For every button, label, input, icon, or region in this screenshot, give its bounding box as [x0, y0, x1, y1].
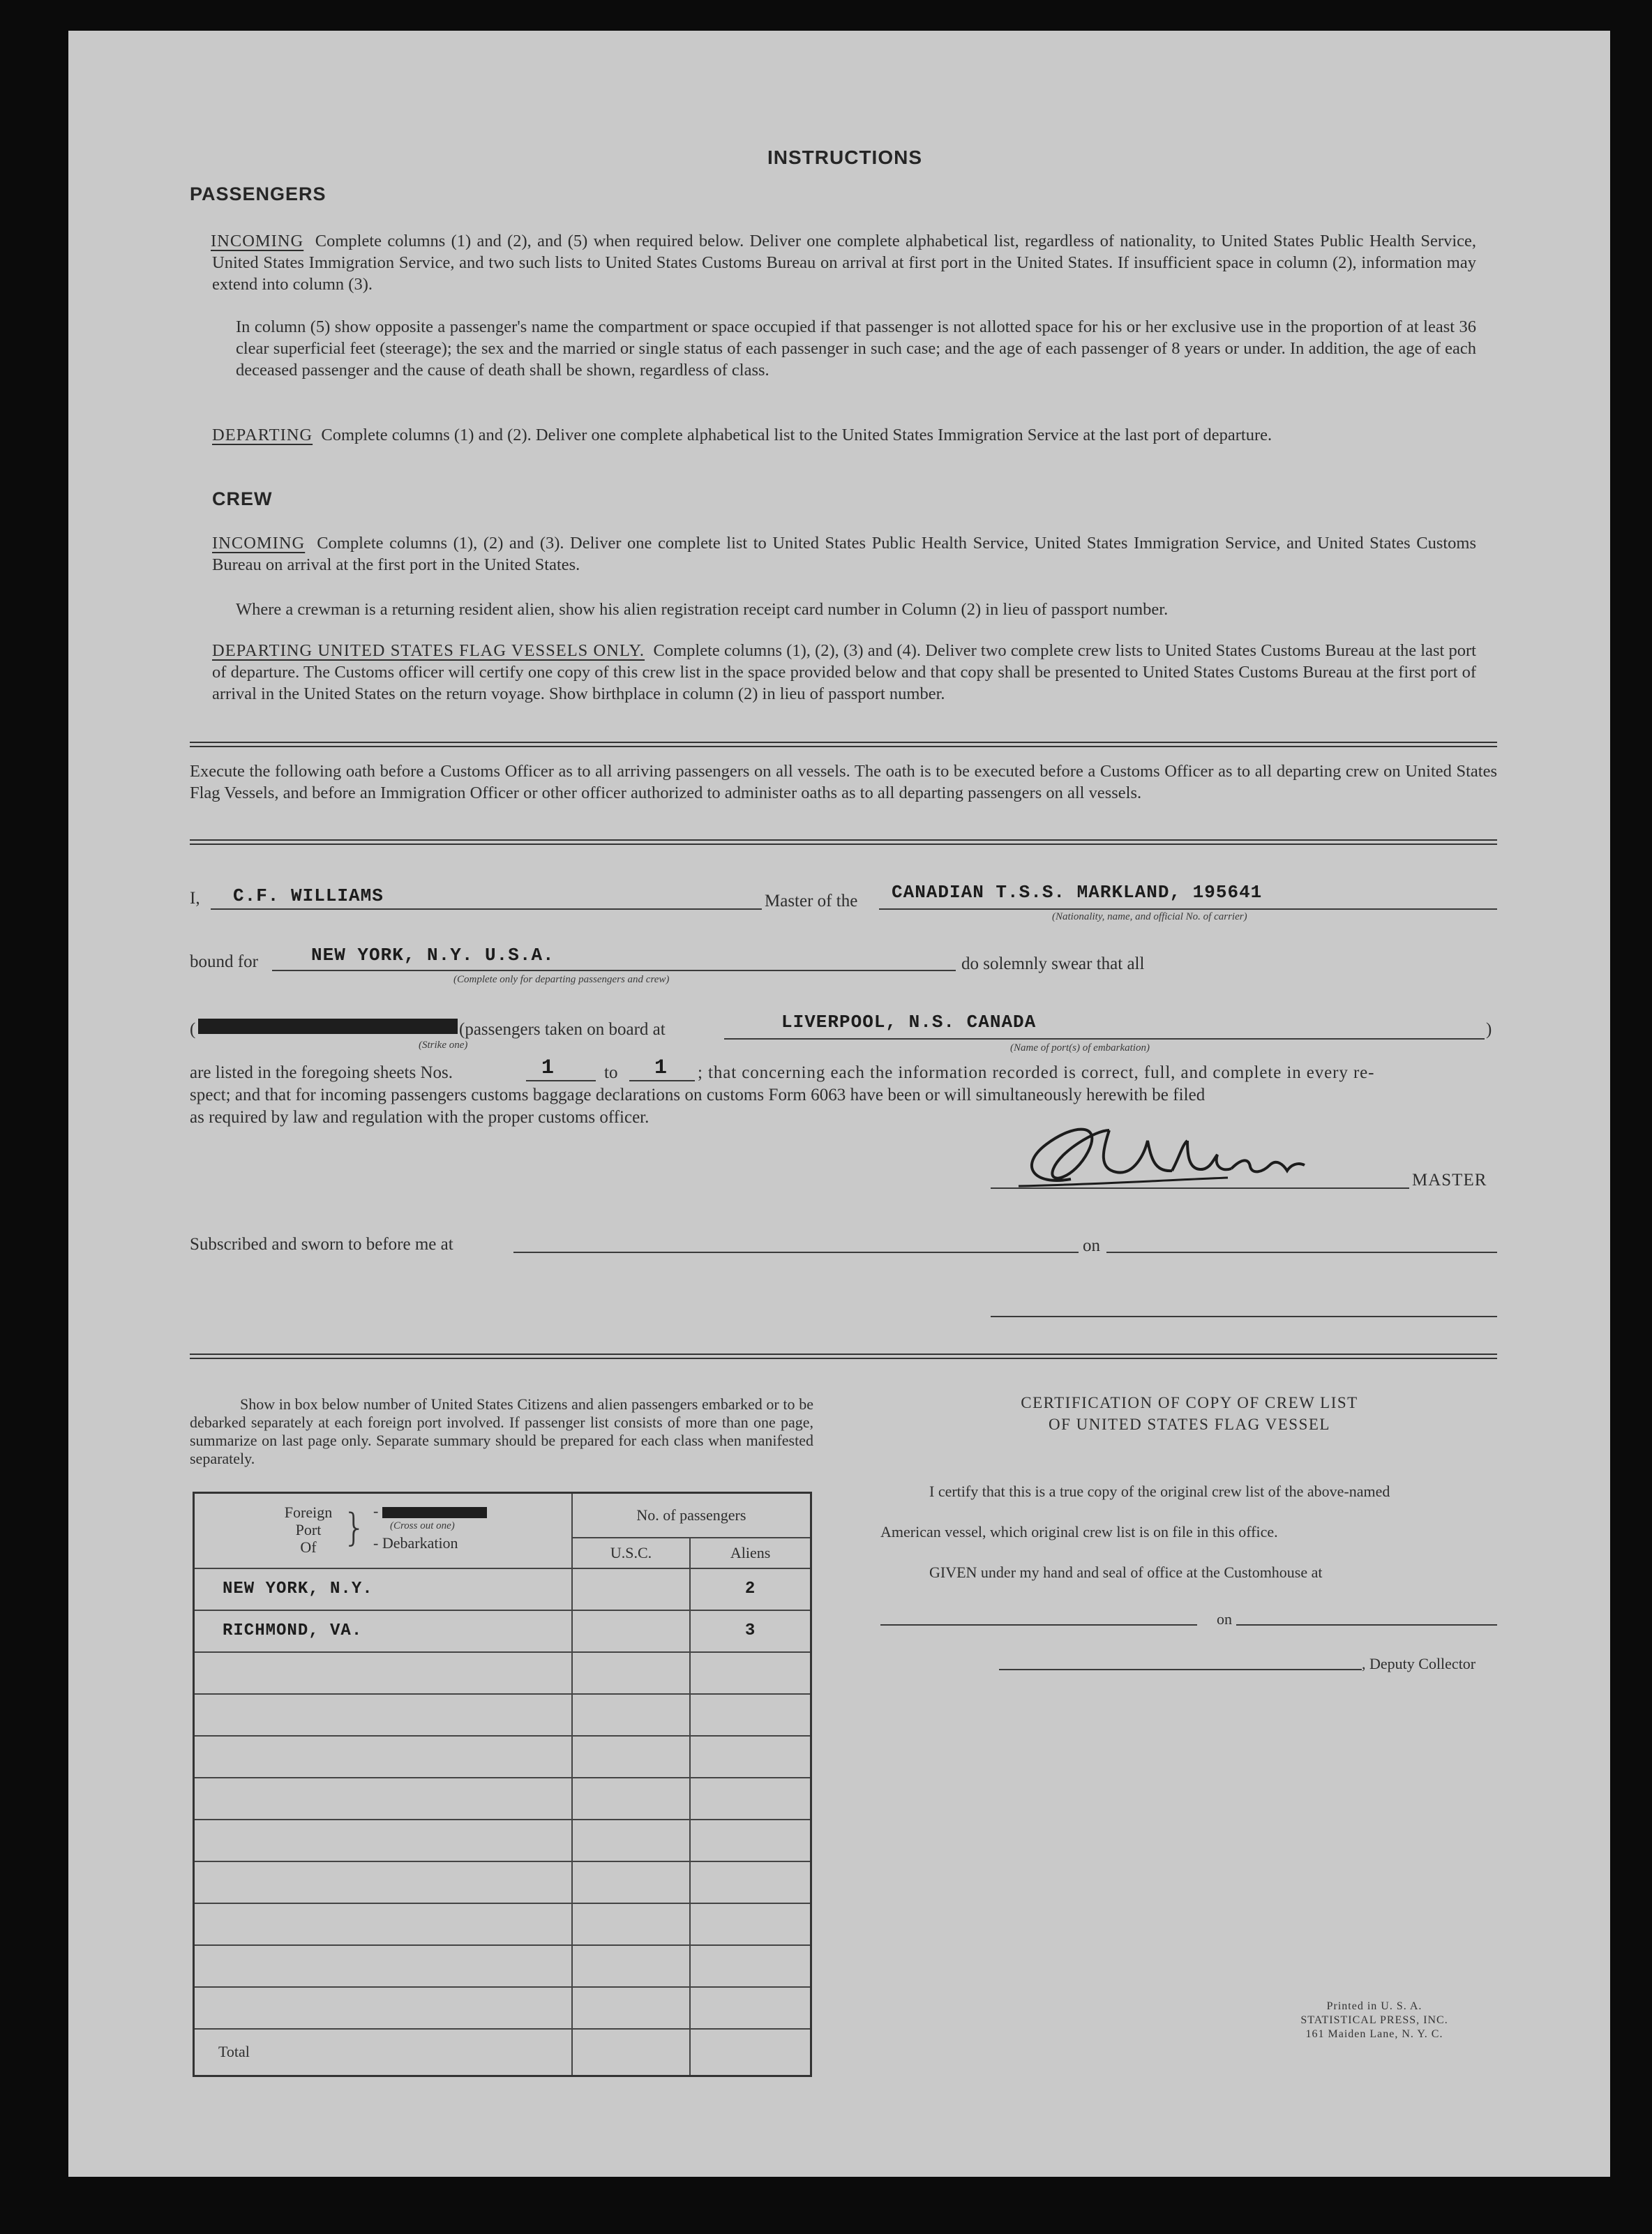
bound-for-label: bound for [190, 952, 258, 971]
debarkation-label: - Debarkation [373, 1534, 458, 1552]
divider [190, 742, 1497, 747]
summary-aliens-cell: 3 [690, 1610, 811, 1652]
summary-port-cell [194, 1652, 572, 1694]
passengers-departing-label: DEPARTING [212, 426, 313, 444]
certification-title-line1: CERTIFICATION OF COPY OF CREW LIST [1021, 1394, 1358, 1411]
subscribed-on-label: on [1083, 1236, 1100, 1255]
summary-usc-cell [572, 1736, 690, 1778]
destination-caption: (Complete only for departing passengers and crew) [453, 974, 670, 985]
oath-rest-line3: as required by law and regulation with the proper customs officer. [190, 1108, 649, 1127]
crew-departing-label: DEPARTING UNITED STATES FLAG VESSELS ONLY. [212, 641, 645, 660]
cross-caption: (Cross out one) [390, 1520, 455, 1531]
summary-row [194, 1694, 811, 1736]
foreign-label: Foreign [284, 1504, 333, 1521]
master-label: MASTER [1412, 1171, 1487, 1190]
master-name-line [211, 908, 762, 910]
summary-usc-cell [572, 1694, 690, 1736]
summary-row [194, 1820, 811, 1861]
listed-label: are listed in the foregoing sheets Nos. [190, 1063, 453, 1082]
oath-instructions: Execute the following oath before a Customs Officer as to all arriving passengers on all vessels. The oath is to be executed before a Customs Officer as to all departing crew on United States Flag Vessels, and before an Immigration Officer or other officer authorized to administer oaths as to all departing passengers on all vessels. [190, 762, 1497, 802]
passengers-heading: PASSENGERS [190, 183, 326, 204]
summary-aliens-cell [690, 1736, 811, 1778]
summary-aliens-cell [690, 1987, 811, 2029]
summary-usc-cell [572, 1820, 690, 1861]
destination-value: NEW YORK, N.Y. U.S.A. [311, 945, 555, 966]
certification-on-label: on [1217, 1610, 1232, 1628]
oath-rest-line1: ; that concerning each the information recorded is correct, full, and complete in every re- [698, 1063, 1375, 1082]
vessel-value: CANADIAN T.S.S. MARKLAND, 195641 [892, 882, 1263, 903]
oath-rest-line2: spect; and that for incoming passengers customs baggage declarations on customs Form 6063 have been or will simultaneously herewith be filed [190, 1086, 1206, 1104]
total-usc-cell [572, 2029, 690, 2076]
summary-row [194, 1652, 811, 1694]
summary-aliens-cell [690, 1861, 811, 1903]
printer-line2: STATISTICAL PRESS, INC. [1300, 2014, 1448, 2026]
summary-aliens-cell [690, 1820, 811, 1861]
crew-departing-text: Complete columns (1), (2), (3) and (4). Deliver two complete crew lists to United States Customs Bureau at the last port of departure. The Customs officer will certify one copy of this crew list in the space provided below and that copy shall be presented to United States Customs Bureau at the first port of arrival in the United States on the return voyage. Show birthplace in column (2) in lieu of passport number. [212, 641, 1476, 703]
passengers-incoming-label: INCOMING [211, 232, 304, 250]
summary-aliens-cell [690, 1903, 811, 1945]
strike-caption: (Strike one) [419, 1040, 468, 1051]
summary-port-cell [194, 1778, 572, 1820]
summary-row [194, 1610, 811, 1652]
summary-port-cell [194, 1903, 572, 1945]
port-caption: (Name of port(s) of embarkation) [1010, 1042, 1150, 1054]
total-aliens-cell [690, 2029, 811, 2076]
summary-aliens-cell [690, 1778, 811, 1820]
certification-date-line [1236, 1624, 1497, 1626]
summary-aliens-cell: 2 [690, 1568, 811, 1610]
printer-line3: 161 Maiden Lane, N. Y. C. [1305, 2028, 1443, 2040]
port-label: Port [295, 1521, 322, 1538]
swear-label: do solemnly swear that all [961, 954, 1145, 973]
master-of-label: Master of the [765, 892, 858, 910]
passengers-incoming-text: Complete columns (1) and (2), and (5) when required below. Deliver one complete alphabetical list, regardless of nationality, to United States Public Health Service, United States Immigration Service, and two such lists to United States Customs Bureau on arrival at first port in the United States. If insufficient space in column (2), information may extend into column (3). [212, 232, 1477, 294]
oath-i-label: I, [190, 889, 200, 908]
crew-resident-paragraph: Where a crewman is a returning resident alien, show his alien registration receipt card number in Column (2) in lieu of passport number. [236, 600, 1169, 619]
crew-incoming-paragraph [212, 532, 1476, 576]
total-label: Total [194, 2029, 572, 2076]
summary-row [194, 1903, 811, 1945]
port-header-cell [194, 1493, 572, 1568]
deputy-signature-line [999, 1669, 1362, 1670]
usc-header: U.S.C. [572, 1538, 690, 1568]
summary-instructions: Show in box below number of United States Citizens and alien passengers embarked or to be debarked separately at each foreign port involved. If passenger list consists of more than one page, summarize on last page only. Separate summary should be prepared for each class when manifested separately. [190, 1395, 813, 1467]
vessel-line [879, 908, 1497, 910]
passengers-column5-paragraph: In column (5) show opposite a passenger's name the compartment or space occupied if that passenger is not allotted space for his or her exclusive use in the proportion of at least 36 clear superficial feet (steerage); the sex and the married or single status of each passenger in such case; and the age of each passenger of 8 years or under. In addition, the age of each deceased passenger and the cause of death shall be shown, regardless of class. [236, 317, 1476, 380]
subscribed-date-line [1106, 1252, 1497, 1253]
master-name-value: C.F. WILLIAMS [233, 885, 384, 906]
summary-usc-cell [572, 1568, 690, 1610]
subscribed-label: Subscribed and sworn to before me at [190, 1235, 453, 1254]
passengers-departing-text: Complete columns (1) and (2). Deliver one complete alphabetical list to the United States Immigration Service at the last port of departure. [321, 426, 1272, 444]
summary-port-cell [194, 1945, 572, 1987]
aliens-header: Aliens [690, 1538, 811, 1568]
open-paren: ( [190, 1020, 196, 1039]
summary-row [194, 1945, 811, 1987]
deputy-collector-label: , Deputy Collector [1362, 1655, 1476, 1672]
summary-aliens-cell [690, 1694, 811, 1736]
sheet-to-line [629, 1080, 695, 1081]
summary-port-cell [194, 1694, 572, 1736]
num-passengers-header: No. of passengers [572, 1493, 811, 1538]
taken-on-board-label: (passengers taken on board at [459, 1020, 666, 1039]
summary-usc-cell [572, 1610, 690, 1652]
struck-out-crew-passengers [198, 1019, 458, 1034]
crew-heading: CREW [212, 488, 273, 509]
summary-row [194, 1568, 811, 1610]
passengers-incoming-paragraph [212, 230, 1476, 295]
certification-title-line2: OF UNITED STATES FLAG VESSEL [1049, 1416, 1330, 1433]
summary-usc-cell [572, 1945, 690, 1987]
summary-usc-cell [572, 1652, 690, 1694]
certification-line1: I certify that this is a true copy of the original crew list of the above-named [929, 1483, 1390, 1500]
summary-row [194, 1778, 811, 1820]
close-paren: ) [1486, 1020, 1492, 1039]
summary-port-cell: NEW YORK, N.Y. [194, 1568, 572, 1610]
summary-usc-cell [572, 1903, 690, 1945]
certification-line2: American vessel, which original crew list is on file in this office. [880, 1523, 1278, 1540]
crew-incoming-text: Complete columns (1), (2) and (3). Deliver one complete list to United States Public Health Service, United States Immigration Service, and United States Customs Bureau on arrival at the first port in the United States. [212, 534, 1476, 574]
brace-icon: } [343, 1506, 367, 1550]
sheet-to-value: 1 [654, 1056, 668, 1080]
summary-port-cell: RICHMOND, VA. [194, 1610, 572, 1652]
summary-row [194, 1987, 811, 2029]
printer-imprint [1277, 2000, 1472, 2041]
master-signature [1005, 1102, 1353, 1200]
passenger-summary-table [193, 1492, 812, 2077]
summary-port-cell [194, 1820, 572, 1861]
divider [190, 1354, 1497, 1359]
port-line [724, 1038, 1485, 1040]
passengers-departing-paragraph [212, 424, 1476, 446]
summary-aliens-cell [690, 1652, 811, 1694]
summary-usc-cell [572, 1778, 690, 1820]
certification-line3: GIVEN under my hand and seal of office at the Customhouse at [929, 1564, 1323, 1581]
summary-port-cell [194, 1861, 572, 1903]
summary-aliens-cell [690, 1945, 811, 1987]
officer-signature-line [991, 1316, 1497, 1317]
summary-usc-cell [572, 1987, 690, 2029]
certification-title [830, 1392, 1549, 1435]
vessel-caption: (Nationality, name, and official No. of carrier) [1052, 911, 1247, 922]
embarkation-struck: - [373, 1502, 487, 1520]
summary-port-cell [194, 1736, 572, 1778]
port-value: LIVERPOOL, N.S. CANADA [781, 1012, 1037, 1033]
page-title: INSTRUCTIONS [767, 147, 922, 168]
of-label: Of [300, 1538, 317, 1556]
summary-row [194, 1736, 811, 1778]
printer-line1: Printed in U. S. A. [1326, 2000, 1422, 2012]
summary-port-cell [194, 1987, 572, 2029]
to-label: to [604, 1063, 618, 1082]
sheet-from-value: 1 [541, 1056, 555, 1080]
divider [190, 839, 1497, 845]
subscribed-place-line [513, 1252, 1079, 1253]
destination-line [272, 970, 956, 971]
crew-incoming-label: INCOMING [212, 534, 306, 553]
summary-row [194, 1861, 811, 1903]
sheet-from-line [526, 1080, 596, 1081]
customhouse-line [880, 1624, 1197, 1626]
summary-usc-cell [572, 1861, 690, 1903]
crew-departing-paragraph [212, 640, 1476, 705]
